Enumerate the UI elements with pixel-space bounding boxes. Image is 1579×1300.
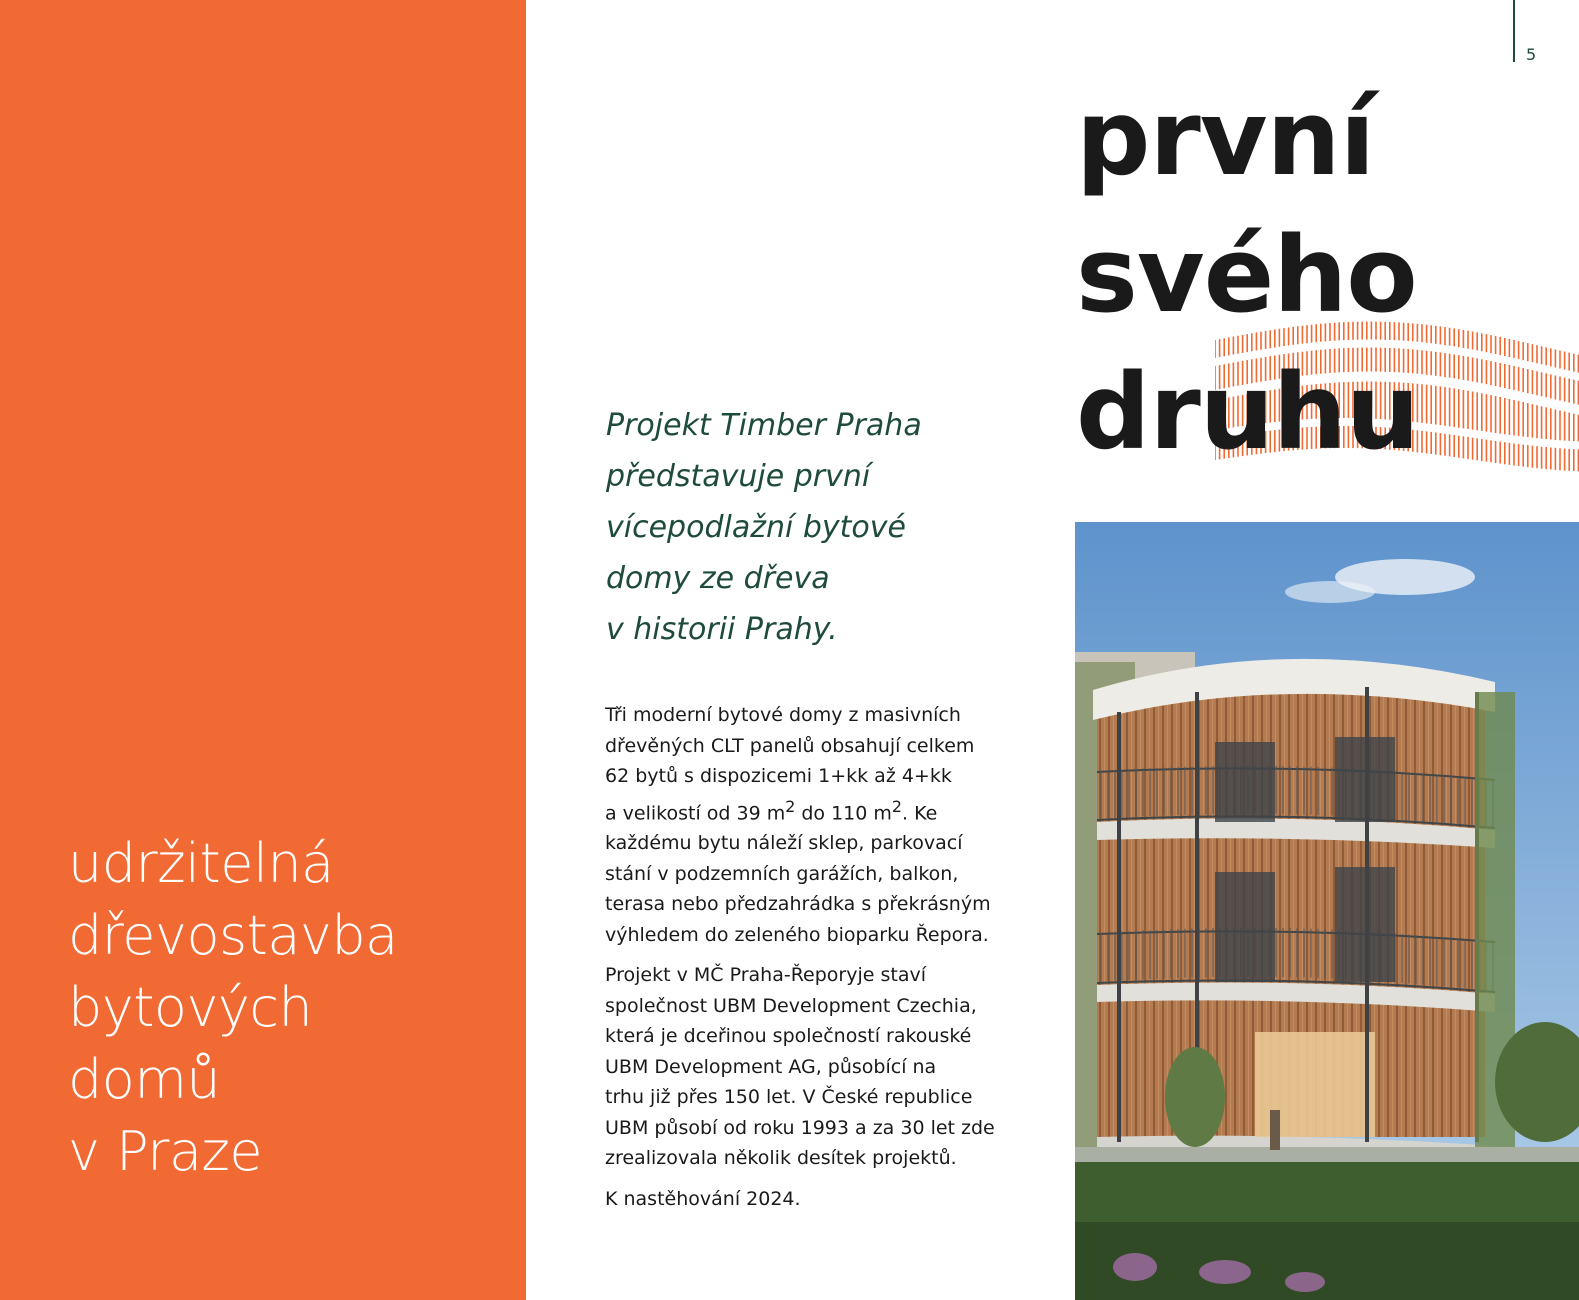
body-line: stání v podzemních garážích, balkon, <box>605 862 959 885</box>
body-line: K nastěhování 2024. <box>605 1187 801 1210</box>
body-line <box>605 792 1035 829</box>
body-paragraph <box>605 960 1035 1174</box>
body-line: výhledem do zeleného bioparku Řepora. <box>605 923 989 946</box>
person <box>1270 1110 1280 1150</box>
headline-line: první <box>1076 77 1375 199</box>
page-number-rule <box>1513 0 1515 62</box>
body-paragraph <box>605 700 1035 950</box>
olive-tree <box>1165 1047 1225 1147</box>
headline <box>1076 70 1419 481</box>
building-illustration <box>1075 522 1579 1300</box>
body-fragment: do 110 m <box>795 801 892 824</box>
page-number: 5 <box>1526 45 1537 64</box>
lead-paragraph <box>606 400 1026 655</box>
title-line: domů <box>68 1048 221 1111</box>
title-line: dřevostavba <box>68 904 398 967</box>
body-line: Tři moderní bytové domy z masivních <box>605 704 961 726</box>
cloud <box>1285 581 1375 603</box>
body-fragment: . Ke <box>901 801 938 824</box>
body-line: společnost UBM Development Czechia, <box>605 994 977 1017</box>
window <box>1215 872 1275 982</box>
body-line: 62 bytů s dispozicemi 1+kk až 4+kk <box>605 765 952 787</box>
headline-line: druhu <box>1076 351 1419 473</box>
lead-line: domy ze dřeva <box>606 561 830 596</box>
title-line: v Praze <box>68 1120 263 1183</box>
window <box>1215 742 1275 822</box>
superscript: 2 <box>785 796 796 816</box>
lead-line: v historii Prahy. <box>606 612 838 647</box>
body-line: trhu již přes 150 let. V České republice <box>605 1086 973 1109</box>
body-line: UBM Development AG, působící na <box>605 1055 937 1078</box>
body-line: která je dceřinou společností rakouské <box>605 1025 972 1048</box>
body-line: UBM působí od roku 1993 a za 30 let zde <box>605 1116 995 1139</box>
body-line: zrealizovala několik desítek projektů. <box>605 1147 957 1170</box>
lead-line: vícepodlažní bytové <box>606 510 906 545</box>
section-title <box>68 828 398 1188</box>
title-line: udržitelná <box>68 832 334 895</box>
orange-side-panel <box>0 0 526 1300</box>
lead-line: Projekt Timber Praha <box>606 408 922 443</box>
lead-line: představuje první <box>606 459 871 494</box>
building-photo <box>1075 522 1579 1300</box>
superscript: 2 <box>891 796 902 816</box>
body-line: Projekt v MČ Praha-Řeporyje staví <box>605 964 927 987</box>
body-paragraph <box>605 1184 1035 1215</box>
headline-line: svého <box>1076 214 1417 336</box>
body-fragment: a velikostí od 39 m <box>605 801 786 824</box>
title-line: bytových <box>68 976 313 1039</box>
body-line: dřevěných CLT panelů obsahují celkem <box>605 734 975 757</box>
body-text <box>605 700 1035 1224</box>
body-line: terasa nebo předzahrádka s překrásným <box>605 893 991 916</box>
body-line: každému bytu náleží sklep, parkovací <box>605 832 963 855</box>
